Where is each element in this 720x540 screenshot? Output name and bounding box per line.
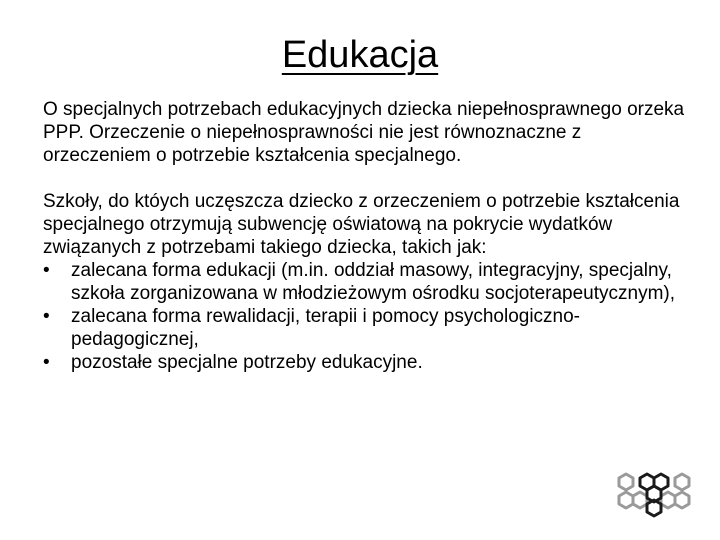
slide-body: [43, 98, 693, 374]
honeycomb-logo-icon: [614, 470, 694, 518]
hex-light-left-top: [619, 474, 633, 490]
bullet-text: pozostałe specjalne potrzeby edukacyjne.: [71, 352, 423, 373]
hex-light-mid-left: [633, 492, 647, 508]
hex-light-mid-right: [661, 492, 675, 508]
bullet-icon: •: [43, 306, 50, 327]
bullet-icon: •: [43, 260, 50, 281]
paragraph-2-block: [43, 190, 693, 374]
bullet-item: [43, 305, 693, 351]
slide-title-text: Edukacja: [281, 34, 439, 76]
hex-light-left-bottom: [619, 492, 633, 508]
bullet-icon: •: [43, 352, 50, 373]
honeycomb-logo: [614, 470, 694, 528]
bullet-text: zalecana forma edukacji (m.in. oddział masowy, integracyjny, specjalny, szkoła zorganizowana w młodzieżowym ośrodku socjoterapeutycznym),: [71, 260, 676, 304]
hex-light-right-bottom: [675, 492, 689, 508]
bullet-list: [43, 259, 693, 374]
bullet-text: zalecana forma rewalidacji, terapii i pomocy psychologiczno-pedagogicznej,: [71, 306, 581, 350]
hex-light-right-top: [675, 474, 689, 490]
paragraph-2: Szkoły, do któych uczęszcza dziecko z orzeczeniem o potrzebie kształcenia specjalnego otrzymują subwencję oświatową na pokrycie wydatków związanych z potrzebami takiego dziecka, takich jak:: [43, 191, 680, 258]
bullet-item: [43, 351, 693, 374]
paragraph-1: O specjalnych potrzebach edukacyjnych dziecka niepełnosprawnego orzeka PPP. Orzeczenie o niepełnosprawności nie jest równoznaczne z orzeczeniem o potrzebie kształcenia specjalnego.: [43, 99, 685, 166]
slide-title: [0, 32, 720, 78]
bullet-item: [43, 259, 693, 305]
